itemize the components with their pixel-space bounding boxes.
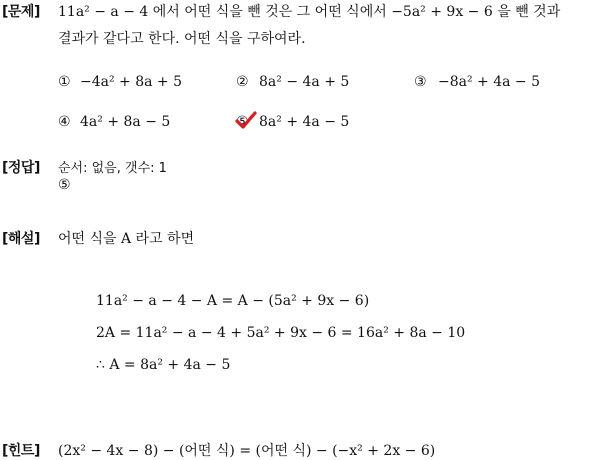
choice-3-text: −8a² + 4a − 5 — [438, 74, 541, 90]
checkmark-icon-svg — [234, 108, 258, 132]
explanation-eq-3: ∴ A = 8a² + 4a − 5 — [96, 357, 231, 373]
choice-3-number[interactable]: ③ — [414, 74, 427, 90]
explanation-tag: [해설] — [2, 231, 40, 247]
choice-2-number[interactable]: ② — [236, 74, 249, 90]
explanation-eq-1: 11a² − a − 4 − A = A − (5a² + 9x − 6) — [96, 293, 370, 309]
choice-4-number[interactable]: ④ — [58, 114, 71, 130]
choice-1-text: −4a² + 8a + 5 — [80, 74, 183, 90]
answer-line-2: ⑤ — [58, 177, 71, 193]
choice-1-number[interactable]: ① — [58, 74, 71, 90]
problem-line-1: 11a² − a − 4 에서 어떤 식을 뺀 것은 그 어떤 식에서 −5a² + 9x − 6 을 뺀 것과 — [58, 4, 561, 20]
choice-5-text: 8a² + 4a − 5 — [259, 114, 350, 130]
explanation-eq-2: 2A = 11a² − a − 4 + 5a² + 9x − 6 = 16a² + 8a − 10 — [96, 325, 466, 341]
checkmark-icon — [234, 108, 258, 132]
hint-text: (2x² − 4x − 8) − (어떤 식) = (어떤 식) − (−x² + 2x − 6) — [58, 443, 436, 459]
problem-line-2: 결과가 같다고 한다. 어떤 식을 구하여라. — [58, 31, 306, 47]
answer-tag: [정답] — [2, 160, 40, 176]
choice-2-text: 8a² − 4a + 5 — [259, 74, 350, 90]
answer-line-1: 순서: 없음, 갯수: 1 — [58, 161, 167, 176]
problem-tag: [문제] — [2, 4, 40, 20]
explanation-intro: 어떤 식을 A 라고 하면 — [58, 231, 195, 247]
hint-tag: [힌트] — [2, 443, 40, 459]
choice-5-number[interactable]: ⑤ — [236, 114, 249, 130]
choice-4-text: 4a² + 8a − 5 — [80, 114, 171, 130]
